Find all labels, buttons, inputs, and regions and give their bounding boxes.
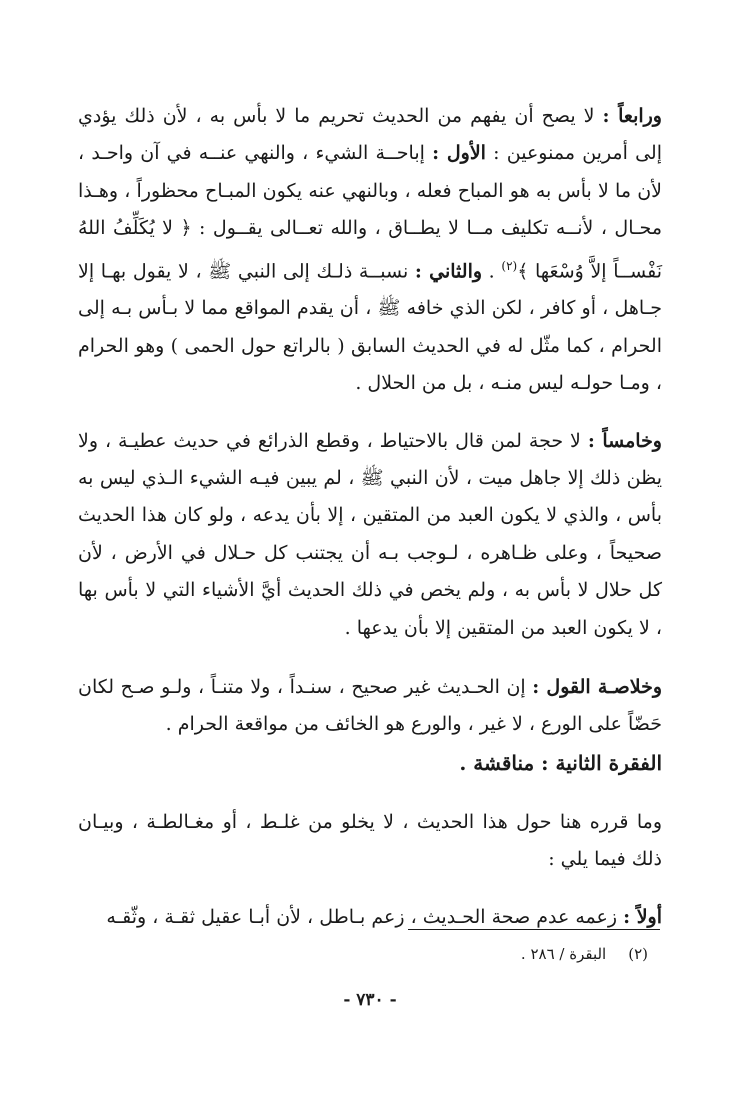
paragraph-text: إباحــة الشيء ، والنهي عنــه في آن واحـد ، لأن ما لا بأس به هو المباح فعله ، وبالنهي عنه يكون المبـاح محظوراً ، وهـذا محـال ، لأنــه تكليف مــا لا يطــاق ، والله تعــالى يقــول : ﴿ لا يُكَلِّفُ اللهُ نَفْســاً إلاَّ وُسْعَها ﴾ — [78, 142, 663, 282]
footnote-text: البقرة / ٢٨٦ . — [520, 945, 607, 963]
section-heading: الفقرة الثانية : مناقشة . — [459, 750, 662, 775]
paragraph-lead: وخامساً : — [587, 429, 662, 452]
keyword-first: الأول : — [432, 142, 486, 165]
footnote-number: (٢) — [628, 945, 648, 963]
keyword-second: والثاني : — [414, 259, 483, 282]
paragraph-text: لا يصح أن يفهم من الحديث تحريم ما لا بأس به ، لأن ذلك يؤدي إلى أمرين ممنوعين : — [78, 105, 662, 165]
paragraph-lead: ورابعاً : — [602, 105, 662, 127]
paragraph-lead: أولاً : — [623, 905, 662, 928]
paragraph-fourth-point — [78, 98, 662, 403]
paragraph-text: نسبــة ذلـك إلى النبي ﷺ ، لا يقول بهـا إلا جـاهل ، أو كافر ، لكن الذي خافه ﷺ ، أن يقدم المواقع مما لا بـأس بـه إلى الحرام ، كما مثّل له في الحديث السابق ( بالراتع حول الحمى ) وهو الحرام ، ومـا حولـه ليس منـه ، بل من الحلال . — [78, 259, 662, 395]
paragraph-discussion-intro: وما قرره هنا حول هذا الحديث ، لا يخلو من غلـط ، أو مغـالطـة ، وبيـان ذلك فيما يلي : — [78, 810, 662, 871]
footnote — [521, 942, 648, 966]
footnote-marker[interactable]: (٢) — [501, 258, 518, 273]
paragraph-text: لا حجة لمن قال بالاحتياط ، وقطع الذرائع في حديث عطيـة ، ولا يظن ذلك إلا جاهل ميت ، لأن النبي ﷺ ، لم يبين فيـه الشيء الـذي ليس به بأس ، والذي لا يكون العبد من المتقين ، إلا بأن يدعه ، ولو كان هذا الحديث صحيحاً ، وعلى ظـاهره ، لـوجب بـه أن يجتنب كل حـلال في الأرض ، لأن كل حلال لا بأس به ، ولم يخص في ذلك الحديث أيَّ الأشياء التي لا بأس بها ، لا يكون العبد من المتقين إلا بأن يدعها . — [78, 429, 662, 639]
paragraph-text: زعمه عدم صحة الحـديث ، زعم بـاطل ، لأن أبـا عقيل ثقـة ، وثّقـه — [106, 905, 624, 928]
paragraph-fifth-point — [78, 423, 662, 647]
paragraph-text: إن الحـديث غير صحيح ، سنـداً ، ولا متنـاً ، ولـو صـح لكان حَضّاً على الورع ، لا غير ، والورع هو الخائف من مواقعة الحرام . — [78, 676, 662, 736]
page-number: - ٧٣٠ - — [343, 990, 397, 1010]
paragraph-lead: وخلاصـة القول : — [532, 676, 663, 699]
paragraph-first-point — [78, 899, 662, 936]
paragraph-conclusion — [78, 669, 662, 744]
paragraph-text: . — [482, 259, 502, 282]
footnote-divider — [408, 929, 660, 930]
page-body — [78, 98, 662, 936]
